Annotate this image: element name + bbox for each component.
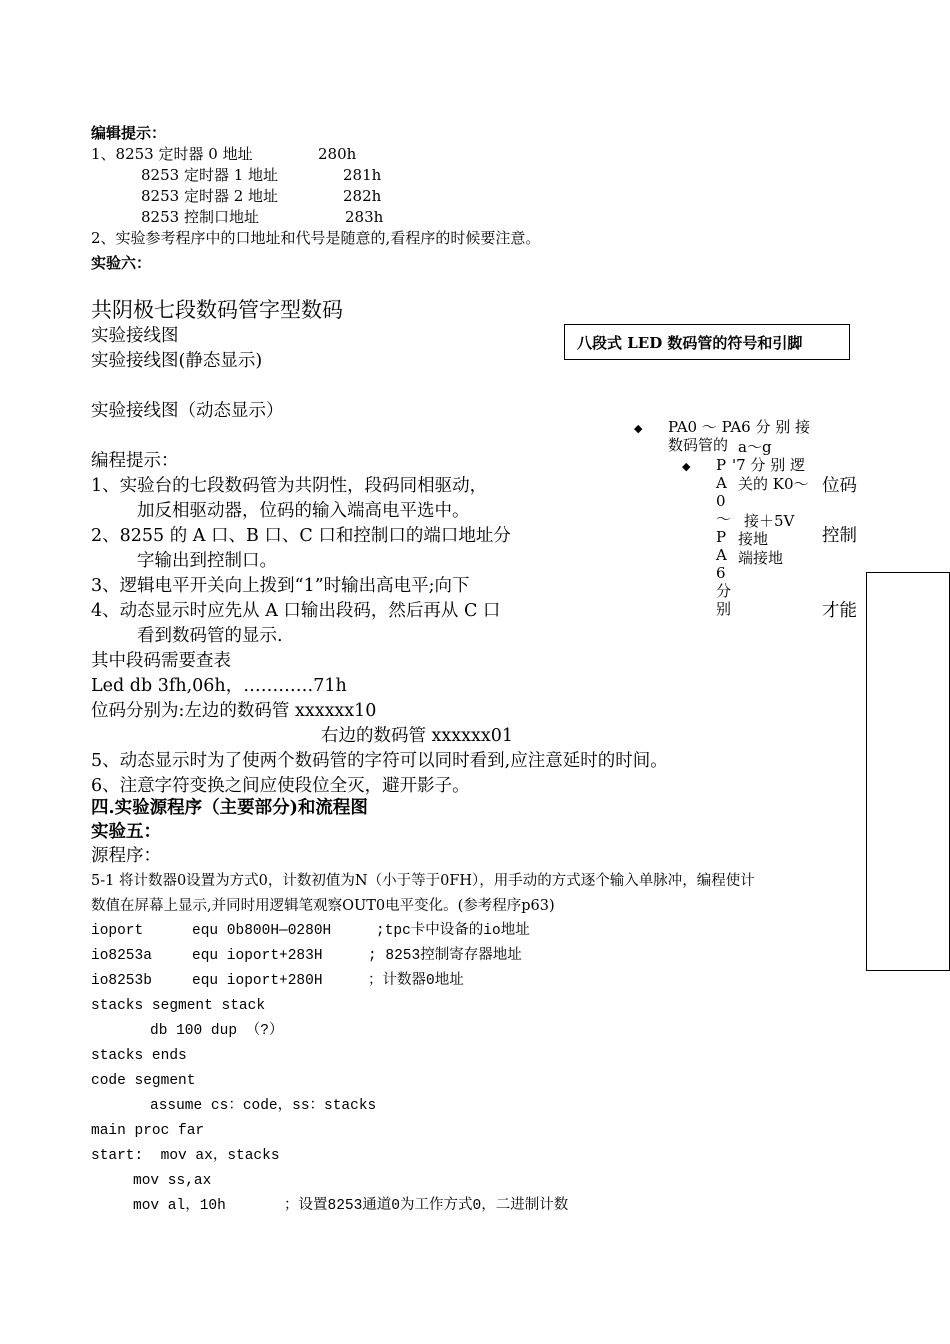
hint-line-4: 8253 控制口地址 bbox=[141, 208, 259, 226]
hint-p1b: 加反相驱动器，位码的输入端高电平选中。 bbox=[137, 501, 470, 521]
side-b2-char: P bbox=[716, 456, 727, 474]
hint-line-5: 2、实验参考程序中的口地址和代号是随意的,看程序的时候要注意。 bbox=[91, 229, 541, 247]
editing-hints-title: 编辑提示： bbox=[91, 124, 167, 142]
prog-hint-title: 编程提示： bbox=[91, 451, 179, 471]
code-comment: ; 8253控制寄存器地址 bbox=[368, 948, 522, 964]
wiring-static-label: 实验接线图(静态显示) bbox=[91, 351, 263, 371]
bullet-diamond-icon: ◆ bbox=[634, 422, 643, 435]
side-b2-char: A bbox=[716, 474, 727, 492]
side-b2-vertical bbox=[716, 456, 730, 618]
hint-line-2: 8253 定时器 1 地址 bbox=[141, 166, 279, 184]
bit-code-left: 位码分别为:左边的数码管 xxxxxx10 bbox=[91, 701, 377, 721]
side-b2-char: ～ bbox=[716, 510, 732, 528]
side-b2-char: P bbox=[716, 528, 727, 546]
code-line: mov ss,ax bbox=[133, 1173, 212, 1189]
hint-line-4-value: 283h bbox=[345, 208, 384, 226]
side-b2-char: 0 bbox=[716, 492, 726, 510]
hint-line-3-value: 282h bbox=[343, 187, 382, 205]
code-line: stacks ends bbox=[91, 1048, 187, 1064]
side-b2-line4: 接地 bbox=[738, 530, 769, 548]
led-db-line: Led db 3fh,06h，…………71h bbox=[91, 676, 347, 696]
hint-p1a-tail: 位码 bbox=[822, 476, 857, 496]
code-line: db 100 dup （?） bbox=[150, 1023, 284, 1039]
wiring-dynamic-label: 实验接线图（动态显示） bbox=[91, 401, 284, 421]
code-line: stacks segment stack bbox=[91, 998, 266, 1014]
hint-line-1-value: 280h bbox=[318, 145, 357, 163]
code-line: ioport bbox=[91, 923, 144, 939]
led-pin-box-title: 八段式 LED 数码管的符号和引脚 bbox=[577, 334, 803, 352]
hint-p2b: 字输出到控制口。 bbox=[137, 551, 277, 571]
code-line: main proc far bbox=[91, 1123, 205, 1139]
code-line: mov al，10h bbox=[133, 1198, 226, 1214]
hint-p2a-tail: 控制 bbox=[822, 526, 857, 546]
hint-line-1: 1、8253 定时器 0 地址 bbox=[91, 145, 253, 163]
hint-p1a: 1、实验台的七段数码管为共阴性，段码同相驱动， bbox=[91, 476, 488, 496]
empty-side-frame bbox=[866, 572, 950, 971]
code-line: io8253a bbox=[91, 948, 152, 964]
exp5-title: 实验五： bbox=[91, 822, 161, 842]
code-line: equ ioport+280H bbox=[192, 973, 323, 989]
hint-p3: 3、逻辑电平开关向上拨到“1”时输出高电平;向下 bbox=[91, 576, 470, 596]
side-b1-line2b: a～g bbox=[738, 438, 772, 456]
side-b1-line1: PA0 ～ PA6 分 别 接 bbox=[668, 418, 811, 436]
side-b2-char: 分 bbox=[716, 582, 732, 600]
section4-title: 四.实验源程序（主要部分)和流程图 bbox=[91, 798, 368, 818]
side-b2-line1: '7 分 别 逻 bbox=[732, 456, 805, 474]
side-b2-char: A bbox=[716, 546, 727, 564]
hint-p4a: 4、动态显示时应先从 A 口输出段码，然后再从 C 口 bbox=[91, 601, 501, 621]
code-line: equ ioport+283H bbox=[192, 948, 323, 964]
side-b2-line5: 端接地 bbox=[738, 549, 784, 567]
side-b2-char: 6 bbox=[716, 564, 726, 582]
led-pin-box bbox=[564, 324, 850, 360]
hint-p6: 6、注意字符变换之间应使段位全灭，避开影子。 bbox=[91, 776, 470, 796]
hint-p4b: 看到数码管的显示. bbox=[137, 626, 283, 646]
code-line: equ 0b800H—0280H bbox=[192, 923, 332, 939]
side-b2-line3: 接＋5V bbox=[744, 512, 795, 530]
code-line: start: mov ax，stacks bbox=[91, 1148, 280, 1164]
source-label: 源程序： bbox=[91, 846, 161, 866]
hint-line-3: 8253 定时器 2 地址 bbox=[141, 187, 279, 205]
code-comment: ；设置8253通道0为工作方式0，二进制计数 bbox=[284, 1198, 569, 1214]
code-line: code segment bbox=[91, 1073, 196, 1089]
code-comment: ;tpc卡中设备的io地址 bbox=[376, 923, 530, 939]
lookup-note: 其中段码需要查表 bbox=[91, 651, 231, 671]
wiring-diagram-label: 实验接线图 bbox=[91, 326, 179, 346]
hint-p5: 5、动态显示时为了使两个数码管的字符可以同时看到,应注意延时的时间。 bbox=[91, 751, 668, 771]
hint-p2a: 2、8255 的 A 口、B 口、C 口和控制口的端口地址分 bbox=[91, 526, 511, 546]
code-comment: ；计数器0地址 bbox=[368, 973, 464, 989]
hint-p4a-tail: 才能 bbox=[822, 601, 857, 621]
exp6-title: 实验六： bbox=[91, 254, 152, 272]
side-b2-line2: 关的 K0～ bbox=[738, 475, 809, 493]
code-line: io8253b bbox=[91, 973, 152, 989]
desc-line-1: 5-1 将计数器0设置为方式0，计数初值为N（小于等于0FH），用手动的方式逐个输入单脉冲，编程使计 bbox=[91, 873, 755, 889]
exp6-heading: 共阴极七段数码管字型数码 bbox=[91, 298, 343, 322]
bullet-diamond-icon: ◆ bbox=[682, 460, 691, 473]
bit-code-right: 右边的数码管 xxxxxx01 bbox=[321, 726, 514, 746]
hint-line-2-value: 281h bbox=[343, 166, 382, 184]
desc-line-2: 数值在屏幕上显示,并同时用逻辑笔观察OUT0电平变化。(参考程序p63) bbox=[91, 898, 555, 914]
side-b1-line2: 数码管的 bbox=[668, 436, 729, 454]
code-line: assume cs：code，ss：stacks bbox=[150, 1098, 377, 1114]
side-b2-char: 别 bbox=[716, 600, 732, 618]
